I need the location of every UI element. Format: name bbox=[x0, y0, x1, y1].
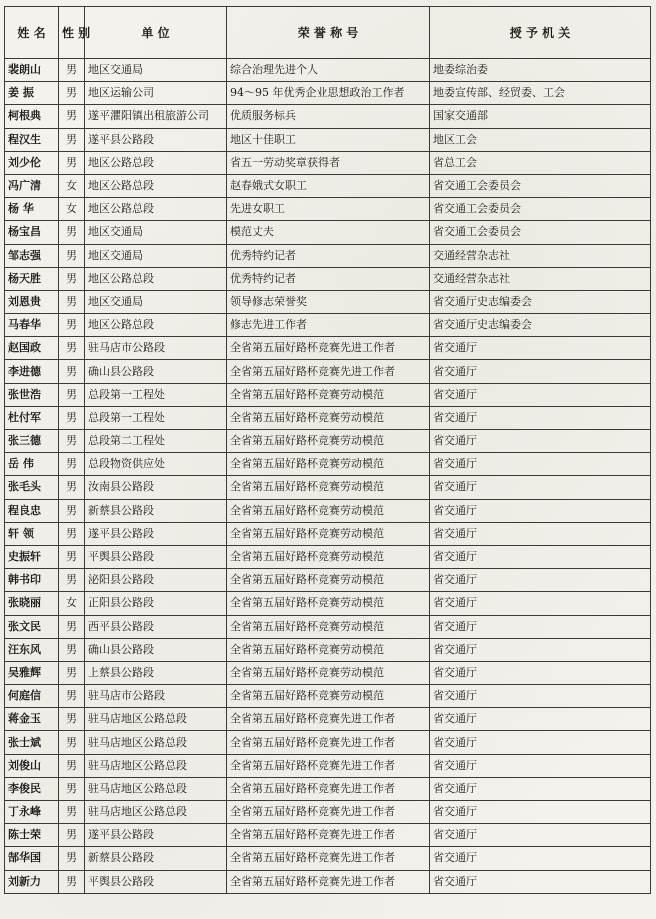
cell-title: 领导修志荣誉奖 bbox=[227, 290, 430, 313]
cell-org: 地委宣传部、经贸委、工会 bbox=[430, 82, 651, 105]
cell-org: 地区工会 bbox=[430, 128, 651, 151]
honors-table bbox=[4, 6, 651, 894]
table-row bbox=[5, 314, 651, 337]
table-row bbox=[5, 615, 651, 638]
cell-gender: 男 bbox=[59, 221, 85, 244]
cell-org: 省交通厅史志编委会 bbox=[430, 290, 651, 313]
cell-org: 省交通厅 bbox=[430, 337, 651, 360]
table-header-row bbox=[5, 7, 651, 59]
cell-unit: 遂平灈阳镇出租旅游公司 bbox=[85, 105, 227, 128]
cell-name: 何庭信 bbox=[5, 685, 59, 708]
cell-name: 裴朗山 bbox=[5, 59, 59, 82]
cell-unit: 遂平县公路段 bbox=[85, 522, 227, 545]
cell-unit: 驻马店地区公路总段 bbox=[85, 777, 227, 800]
cell-gender: 男 bbox=[59, 522, 85, 545]
table-row bbox=[5, 128, 651, 151]
cell-org: 省交通厅 bbox=[430, 522, 651, 545]
cell-unit: 平舆县公路段 bbox=[85, 545, 227, 568]
cell-name: 杨 华 bbox=[5, 198, 59, 221]
cell-unit: 驻马店地区公路总段 bbox=[85, 731, 227, 754]
table-row bbox=[5, 290, 651, 313]
cell-name: 杨天胜 bbox=[5, 267, 59, 290]
cell-gender: 女 bbox=[59, 198, 85, 221]
cell-title: 全省第五届好路杯竞赛先进工作者 bbox=[227, 801, 430, 824]
cell-title: 优秀特约记者 bbox=[227, 244, 430, 267]
cell-gender: 男 bbox=[59, 406, 85, 429]
cell-title: 全省第五届好路杯竞赛先进工作者 bbox=[227, 360, 430, 383]
cell-unit: 驻马店市公路段 bbox=[85, 337, 227, 360]
cell-unit: 西平县公路段 bbox=[85, 615, 227, 638]
cell-org: 省交通厅 bbox=[430, 638, 651, 661]
cell-name: 汪东风 bbox=[5, 638, 59, 661]
cell-title: 全省第五届好路杯竞赛劳动模范 bbox=[227, 685, 430, 708]
cell-name: 张晓丽 bbox=[5, 592, 59, 615]
cell-title: 全省第五届好路杯竞赛先进工作者 bbox=[227, 870, 430, 893]
header-org: 授 予 机 关 bbox=[430, 7, 651, 59]
table-row bbox=[5, 105, 651, 128]
cell-org: 省交通厅 bbox=[430, 824, 651, 847]
cell-unit: 总段物资供应处 bbox=[85, 453, 227, 476]
table-row bbox=[5, 522, 651, 545]
table-row bbox=[5, 267, 651, 290]
cell-unit: 地区交通局 bbox=[85, 221, 227, 244]
cell-name: 马春华 bbox=[5, 314, 59, 337]
cell-unit: 汝南县公路段 bbox=[85, 476, 227, 499]
cell-title: 94～95 年优秀企业思想政治工作者 bbox=[227, 82, 430, 105]
cell-org: 省交通厅 bbox=[430, 801, 651, 824]
cell-gender: 男 bbox=[59, 638, 85, 661]
table-row bbox=[5, 661, 651, 684]
table-row bbox=[5, 754, 651, 777]
cell-org: 省交通厅 bbox=[430, 569, 651, 592]
cell-unit: 新蔡县公路段 bbox=[85, 847, 227, 870]
cell-name: 刘俊山 bbox=[5, 754, 59, 777]
cell-title: 省五一劳动奖章获得者 bbox=[227, 151, 430, 174]
table-row bbox=[5, 337, 651, 360]
header-title: 荣 誉 称 号 bbox=[227, 7, 430, 59]
cell-name: 程良忠 bbox=[5, 499, 59, 522]
cell-unit: 地区交通局 bbox=[85, 244, 227, 267]
cell-gender: 男 bbox=[59, 151, 85, 174]
table-row bbox=[5, 383, 651, 406]
cell-name: 蒋金玉 bbox=[5, 708, 59, 731]
cell-unit: 地区公路总段 bbox=[85, 267, 227, 290]
cell-org: 省交通厅 bbox=[430, 615, 651, 638]
table-row bbox=[5, 82, 651, 105]
cell-org: 省交通厅 bbox=[430, 499, 651, 522]
cell-title: 优质服务标兵 bbox=[227, 105, 430, 128]
cell-gender: 女 bbox=[59, 592, 85, 615]
cell-gender: 男 bbox=[59, 870, 85, 893]
cell-org: 省交通厅 bbox=[430, 731, 651, 754]
cell-org: 省交通厅 bbox=[430, 476, 651, 499]
cell-title: 全省第五届好路杯竞赛先进工作者 bbox=[227, 847, 430, 870]
cell-org: 省交通厅 bbox=[430, 592, 651, 615]
cell-gender: 男 bbox=[59, 430, 85, 453]
cell-gender: 男 bbox=[59, 661, 85, 684]
table-row bbox=[5, 453, 651, 476]
cell-unit: 地区运输公司 bbox=[85, 82, 227, 105]
cell-gender: 男 bbox=[59, 847, 85, 870]
cell-org: 国家交通部 bbox=[430, 105, 651, 128]
cell-title: 全省第五届好路杯竞赛劳动模范 bbox=[227, 430, 430, 453]
table-row bbox=[5, 476, 651, 499]
cell-org: 省交通工会委员会 bbox=[430, 221, 651, 244]
cell-gender: 男 bbox=[59, 685, 85, 708]
table-row bbox=[5, 151, 651, 174]
cell-title: 全省第五届好路杯竞赛先进工作者 bbox=[227, 754, 430, 777]
cell-org: 省交通厅 bbox=[430, 870, 651, 893]
table-row bbox=[5, 708, 651, 731]
cell-gender: 男 bbox=[59, 569, 85, 592]
cell-unit: 地区交通局 bbox=[85, 290, 227, 313]
cell-gender: 男 bbox=[59, 105, 85, 128]
table-row bbox=[5, 569, 651, 592]
cell-unit: 总段第一工程处 bbox=[85, 406, 227, 429]
cell-org: 省交通厅 bbox=[430, 777, 651, 800]
cell-gender: 男 bbox=[59, 453, 85, 476]
cell-org: 省交通工会委员会 bbox=[430, 174, 651, 197]
table-row bbox=[5, 360, 651, 383]
table-row bbox=[5, 221, 651, 244]
table-row bbox=[5, 59, 651, 82]
table-row bbox=[5, 499, 651, 522]
cell-title: 全省第五届好路杯竞赛劳动模范 bbox=[227, 569, 430, 592]
cell-unit: 确山县公路段 bbox=[85, 360, 227, 383]
table-row bbox=[5, 824, 651, 847]
cell-title: 赵春娥式女职工 bbox=[227, 174, 430, 197]
cell-title: 全省第五届好路杯竞赛先进工作者 bbox=[227, 777, 430, 800]
cell-org: 地委综治委 bbox=[430, 59, 651, 82]
cell-gender: 男 bbox=[59, 777, 85, 800]
cell-title: 全省第五届好路杯竞赛先进工作者 bbox=[227, 824, 430, 847]
cell-gender: 男 bbox=[59, 615, 85, 638]
cell-name: 冯广清 bbox=[5, 174, 59, 197]
cell-org: 省交通厅 bbox=[430, 847, 651, 870]
cell-name: 陈士荣 bbox=[5, 824, 59, 847]
cell-org: 省交通厅 bbox=[430, 545, 651, 568]
cell-unit: 地区公路总段 bbox=[85, 314, 227, 337]
cell-org: 省交通厅 bbox=[430, 661, 651, 684]
cell-unit: 驻马店地区公路总段 bbox=[85, 754, 227, 777]
cell-title: 先进女职工 bbox=[227, 198, 430, 221]
cell-title: 全省第五届好路杯竞赛劳动模范 bbox=[227, 661, 430, 684]
cell-unit: 泌阳县公路段 bbox=[85, 569, 227, 592]
cell-name: 杜付军 bbox=[5, 406, 59, 429]
cell-unit: 正阳县公路段 bbox=[85, 592, 227, 615]
cell-gender: 男 bbox=[59, 290, 85, 313]
cell-name: 李进德 bbox=[5, 360, 59, 383]
cell-org: 省交通厅 bbox=[430, 430, 651, 453]
cell-title: 优秀特约记者 bbox=[227, 267, 430, 290]
cell-org: 省交通厅史志编委会 bbox=[430, 314, 651, 337]
cell-unit: 总段第一工程处 bbox=[85, 383, 227, 406]
cell-gender: 男 bbox=[59, 801, 85, 824]
cell-unit: 平舆县公路段 bbox=[85, 870, 227, 893]
cell-title: 地区十佳职工 bbox=[227, 128, 430, 151]
cell-title: 全省第五届好路杯竞赛劳动模范 bbox=[227, 453, 430, 476]
cell-title: 全省第五届好路杯竞赛劳动模范 bbox=[227, 522, 430, 545]
cell-org: 省交通厅 bbox=[430, 453, 651, 476]
cell-title: 全省第五届好路杯竞赛先进工作者 bbox=[227, 731, 430, 754]
table-row bbox=[5, 244, 651, 267]
table-row bbox=[5, 731, 651, 754]
cell-name: 刘新力 bbox=[5, 870, 59, 893]
cell-name: 郜华国 bbox=[5, 847, 59, 870]
cell-title: 全省第五届好路杯竞赛劳动模范 bbox=[227, 615, 430, 638]
table-row bbox=[5, 174, 651, 197]
table-row bbox=[5, 801, 651, 824]
cell-gender: 男 bbox=[59, 267, 85, 290]
table-row bbox=[5, 847, 651, 870]
cell-title: 修志先进工作者 bbox=[227, 314, 430, 337]
table-row bbox=[5, 198, 651, 221]
cell-org: 省交通厅 bbox=[430, 754, 651, 777]
cell-org: 省交通厅 bbox=[430, 685, 651, 708]
cell-name: 邹志强 bbox=[5, 244, 59, 267]
cell-name: 刘少伦 bbox=[5, 151, 59, 174]
table-row bbox=[5, 592, 651, 615]
cell-unit: 总段第二工程处 bbox=[85, 430, 227, 453]
cell-name: 吴雅辉 bbox=[5, 661, 59, 684]
cell-unit: 地区公路总段 bbox=[85, 198, 227, 221]
cell-unit: 遂平县公路段 bbox=[85, 824, 227, 847]
table-row bbox=[5, 638, 651, 661]
table-row bbox=[5, 545, 651, 568]
cell-title: 综合治理先进个人 bbox=[227, 59, 430, 82]
cell-name: 张士斌 bbox=[5, 731, 59, 754]
cell-title: 全省第五届好路杯竞赛劳动模范 bbox=[227, 476, 430, 499]
cell-name: 柯根典 bbox=[5, 105, 59, 128]
cell-name: 姜 振 bbox=[5, 82, 59, 105]
cell-title: 模范丈夫 bbox=[227, 221, 430, 244]
cell-gender: 男 bbox=[59, 476, 85, 499]
cell-name: 赵国政 bbox=[5, 337, 59, 360]
cell-unit: 上蔡县公路段 bbox=[85, 661, 227, 684]
cell-org: 交通经营杂志社 bbox=[430, 244, 651, 267]
cell-unit: 地区公路总段 bbox=[85, 174, 227, 197]
cell-org: 省交通厅 bbox=[430, 406, 651, 429]
cell-org: 交通经营杂志社 bbox=[430, 267, 651, 290]
cell-name: 张毛头 bbox=[5, 476, 59, 499]
cell-name: 程汉生 bbox=[5, 128, 59, 151]
cell-gender: 男 bbox=[59, 383, 85, 406]
cell-gender: 男 bbox=[59, 244, 85, 267]
cell-name: 张世浩 bbox=[5, 383, 59, 406]
cell-title: 全省第五届好路杯竞赛劳动模范 bbox=[227, 383, 430, 406]
cell-gender: 男 bbox=[59, 337, 85, 360]
cell-name: 张文民 bbox=[5, 615, 59, 638]
cell-gender: 女 bbox=[59, 174, 85, 197]
cell-name: 史振轩 bbox=[5, 545, 59, 568]
cell-org: 省交通厅 bbox=[430, 383, 651, 406]
header-name: 姓 名 bbox=[5, 7, 59, 59]
header-gender: 性 别 bbox=[59, 7, 85, 59]
cell-gender: 男 bbox=[59, 360, 85, 383]
cell-name: 轩 领 bbox=[5, 522, 59, 545]
cell-name: 李俊民 bbox=[5, 777, 59, 800]
cell-unit: 遂平县公路段 bbox=[85, 128, 227, 151]
table-row bbox=[5, 870, 651, 893]
cell-unit: 地区公路总段 bbox=[85, 151, 227, 174]
cell-unit: 驻马店地区公路总段 bbox=[85, 801, 227, 824]
cell-name: 岳 伟 bbox=[5, 453, 59, 476]
cell-gender: 男 bbox=[59, 82, 85, 105]
cell-title: 全省第五届好路杯竞赛先进工作者 bbox=[227, 337, 430, 360]
cell-org: 省交通工会委员会 bbox=[430, 198, 651, 221]
table-row bbox=[5, 777, 651, 800]
cell-name: 韩书印 bbox=[5, 569, 59, 592]
cell-org: 省总工会 bbox=[430, 151, 651, 174]
cell-name: 张三德 bbox=[5, 430, 59, 453]
cell-title: 全省第五届好路杯竞赛先进工作者 bbox=[227, 708, 430, 731]
table-row bbox=[5, 685, 651, 708]
cell-gender: 男 bbox=[59, 128, 85, 151]
cell-title: 全省第五届好路杯竞赛劳动模范 bbox=[227, 406, 430, 429]
cell-unit: 地区交通局 bbox=[85, 59, 227, 82]
table-row bbox=[5, 406, 651, 429]
cell-gender: 男 bbox=[59, 708, 85, 731]
cell-name: 丁永峰 bbox=[5, 801, 59, 824]
table-row bbox=[5, 430, 651, 453]
cell-title: 全省第五届好路杯竞赛劳动模范 bbox=[227, 545, 430, 568]
cell-title: 全省第五届好路杯竞赛劳动模范 bbox=[227, 592, 430, 615]
cell-gender: 男 bbox=[59, 59, 85, 82]
cell-unit: 驻马店市公路段 bbox=[85, 685, 227, 708]
cell-unit: 新蔡县公路段 bbox=[85, 499, 227, 522]
table-body bbox=[5, 59, 651, 894]
cell-gender: 男 bbox=[59, 731, 85, 754]
cell-gender: 男 bbox=[59, 754, 85, 777]
cell-gender: 男 bbox=[59, 314, 85, 337]
cell-name: 杨宝昌 bbox=[5, 221, 59, 244]
cell-unit: 驻马店地区公路总段 bbox=[85, 708, 227, 731]
cell-title: 全省第五届好路杯竞赛劳动模范 bbox=[227, 638, 430, 661]
header-unit: 单 位 bbox=[85, 7, 227, 59]
cell-org: 省交通厅 bbox=[430, 360, 651, 383]
cell-gender: 男 bbox=[59, 545, 85, 568]
cell-unit: 确山县公路段 bbox=[85, 638, 227, 661]
cell-title: 全省第五届好路杯竞赛劳动模范 bbox=[227, 499, 430, 522]
cell-gender: 男 bbox=[59, 824, 85, 847]
cell-name: 刘恩贵 bbox=[5, 290, 59, 313]
cell-gender: 男 bbox=[59, 499, 85, 522]
cell-org: 省交通厅 bbox=[430, 708, 651, 731]
